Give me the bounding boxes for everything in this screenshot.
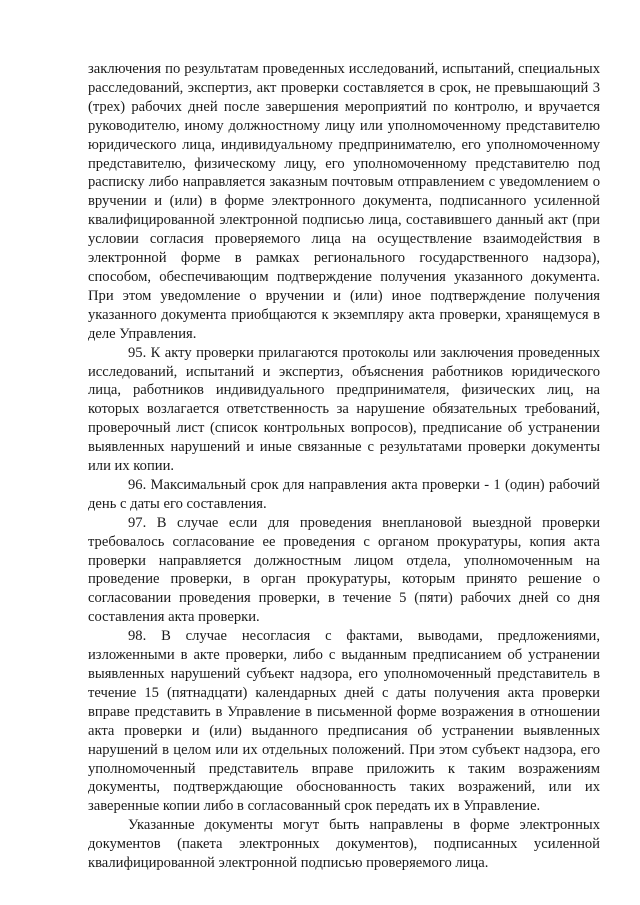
paragraph-continuation: заключения по результатам проведенных исследований, испытаний, специальных расследований, экспертиз, акт проверки составляется в срок, не превышающий 3 (трех) рабочих дней после завершения мероприятий по контролю, и вручается руководителю, иному должностному лицу или уполномоченному представителю юридического лица, индивидуальному предпринимателю, его уполномоченному представителю, физическому лицу, его уполномоченному представителю под расписку либо направляется заказным почтовым отправлением с уведомлением о вручении и (или) в форме электронного документа, подписанного усиленной квалифицированной электронной подписью лица, составившего данный акт (при условии согласия проверяемого лица на осуществление взаимодействия в электронной форме в рамках регионального государственного надзора), способом, обеспечивающим подтверждение получения указанного документа. При этом уведомление о вручении и (или) иное подтверждение получения указанного документа приобщаются к экземпляру акта проверки, хранящемуся в деле Управления. bbox=[88, 61, 600, 342]
paragraph-documents-note: Указанные документы могут быть направлены в форме электронных документов (пакета электронных документов), подписанных усиленной квалифицированной электронной подписью проверяемого лица. bbox=[88, 817, 600, 872]
document-body bbox=[88, 60, 600, 873]
paragraph-97: 97. В случае если для проведения внеплановой выездной проверки требовалось согласование ее проведения с органом прокуратуры, копия акта проверки направляется должностным лицом отдела, уполномоченным на проведение проверки, в орган прокуратуры, которым принято решение о согласовании проведения проверки, в течение 5 (пяти) рабочих дней со дня составления акта проверки. bbox=[88, 514, 600, 626]
paragraph-98: 98. В случае несогласия с фактами, выводами, предложениями, изложенными в акте проверки, либо с выданным предписанием об устранении выявленных нарушений субъект надзора, его уполномоченный представитель в течение 15 (пятнадцати) календарных дней с даты получения акта проверки вправе представить в Управление в письменной форме возражения в отношении акта проверки и (или) выданного предписания об устранении выявленных нарушений в целом или их отдельных положений. При этом субъект надзора, его уполномоченный представитель вправе приложить к таким возражениям документы, подтверждающие обоснованность таких возражений, или их заверенные копии либо в согласованный срок передать их в Управление. bbox=[88, 628, 600, 815]
paragraph-95: 95. К акту проверки прилагаются протоколы или заключения проведенных исследований, испытаний и экспертиз, объяснения работников юридического лица, работников индивидуального предпринимателя, физических лиц, на которых возлагается ответственность за нарушение обязательных требований, проверочный лист (список контрольных вопросов), предписание об устранении выявленных нарушений и иные связанные с результатами проверки документы или их копии. bbox=[88, 344, 600, 475]
paragraph-96: 96. Максимальный срок для направления акта проверки - 1 (один) рабочий день с даты его составления. bbox=[88, 476, 600, 512]
